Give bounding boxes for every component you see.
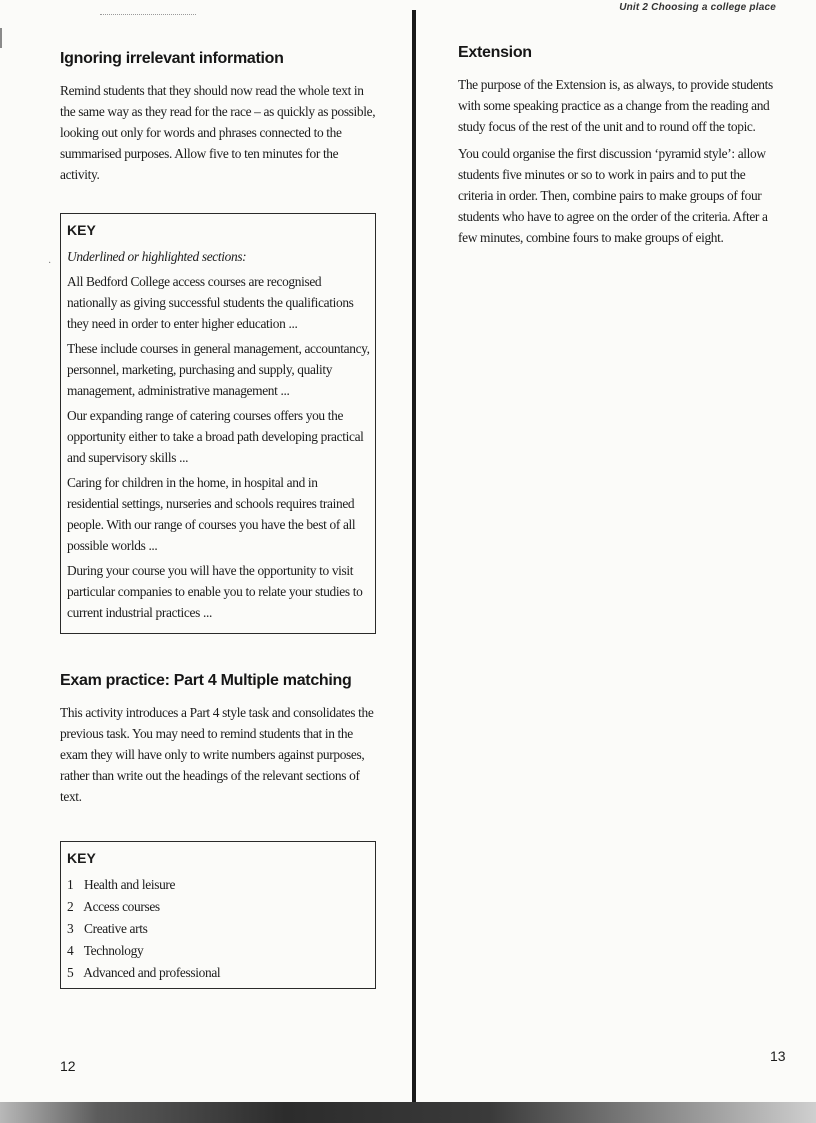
scan-dot: · <box>48 258 52 269</box>
answer-item: 4 Technology <box>67 943 144 958</box>
key-title: KEY <box>67 222 96 238</box>
key-item: Caring for children in the home, in hospital and in residential settings, nurseries and schools requires trained people. With our range of courses you have the best of all possible worlds ... <box>67 475 356 553</box>
paragraph-extension-2: You could organise the first discussion ‘pyramid style’: allow students five minutes or so to work in pairs and to put the criteria in order. Then, combine pairs to make groups of four students who have to agree on the order of the criteria. After a few minutes, combine fours to make groups of eight. <box>458 146 768 245</box>
answer-list <box>67 874 371 984</box>
page-number-left: 12 <box>60 1058 76 1074</box>
book-spine <box>412 10 416 1105</box>
paragraph-exam-practice: This activity introduces a Part 4 style task and consolidates the previous task. You may need to remind students that in the exam they will have only to write numbers against purposes, rather than write out the headings of the relevant sections of text. <box>60 705 374 804</box>
answer-item: 5 Advanced and professional <box>67 965 221 980</box>
scan-shadow <box>0 1102 816 1123</box>
key-intro: Underlined or highlighted sections: <box>67 249 247 264</box>
answer-item: 1 Health and leisure <box>67 877 176 892</box>
margin-mark <box>0 28 2 48</box>
answer-item: 2 Access courses <box>67 899 160 914</box>
scan-artifact <box>100 14 196 19</box>
heading-exam-practice: Exam practice: Part 4 Multiple matching <box>60 672 352 689</box>
key-item: During your course you will have the opportunity to visit particular companies to enable you to relate your studies to current industrial practices ... <box>67 563 363 620</box>
left-page-column <box>60 50 376 989</box>
running-head: Unit 2 Choosing a college place <box>619 2 776 13</box>
key-box-answers <box>60 841 376 989</box>
key-box-sections <box>60 213 376 634</box>
paragraph-extension-1: The purpose of the Extension is, as always, to provide students with some speaking practice as a change from the reading and study focus of the rest of the unit and to round off the topic. <box>458 77 773 134</box>
key-item: All Bedford College access courses are recognised nationally as giving successful students the qualifications they need in order to enter higher education ... <box>67 274 354 331</box>
right-page-column <box>458 44 780 254</box>
answer-item: 3 Creative arts <box>67 921 148 936</box>
key-item: These include courses in general management, accountancy, personnel, marketing, purchasing and supply, quality management, administrative management ... <box>67 341 370 398</box>
key-item: Our expanding range of catering courses offers you the opportunity either to take a broad path developing practical and supervisory skills ... <box>67 408 364 465</box>
paragraph-ignoring: Remind students that they should now read the whole text in the same way as they read for the race – as quickly as possible, looking out only for words and phrases connected to the summarised purposes. Allow five to ten minutes for the activity. <box>60 83 376 182</box>
page-number-right: 13 <box>770 1048 786 1064</box>
heading-ignoring-irrelevant: Ignoring irrelevant information <box>60 50 284 67</box>
heading-extension: Extension <box>458 44 532 61</box>
key-title: KEY <box>67 850 96 866</box>
